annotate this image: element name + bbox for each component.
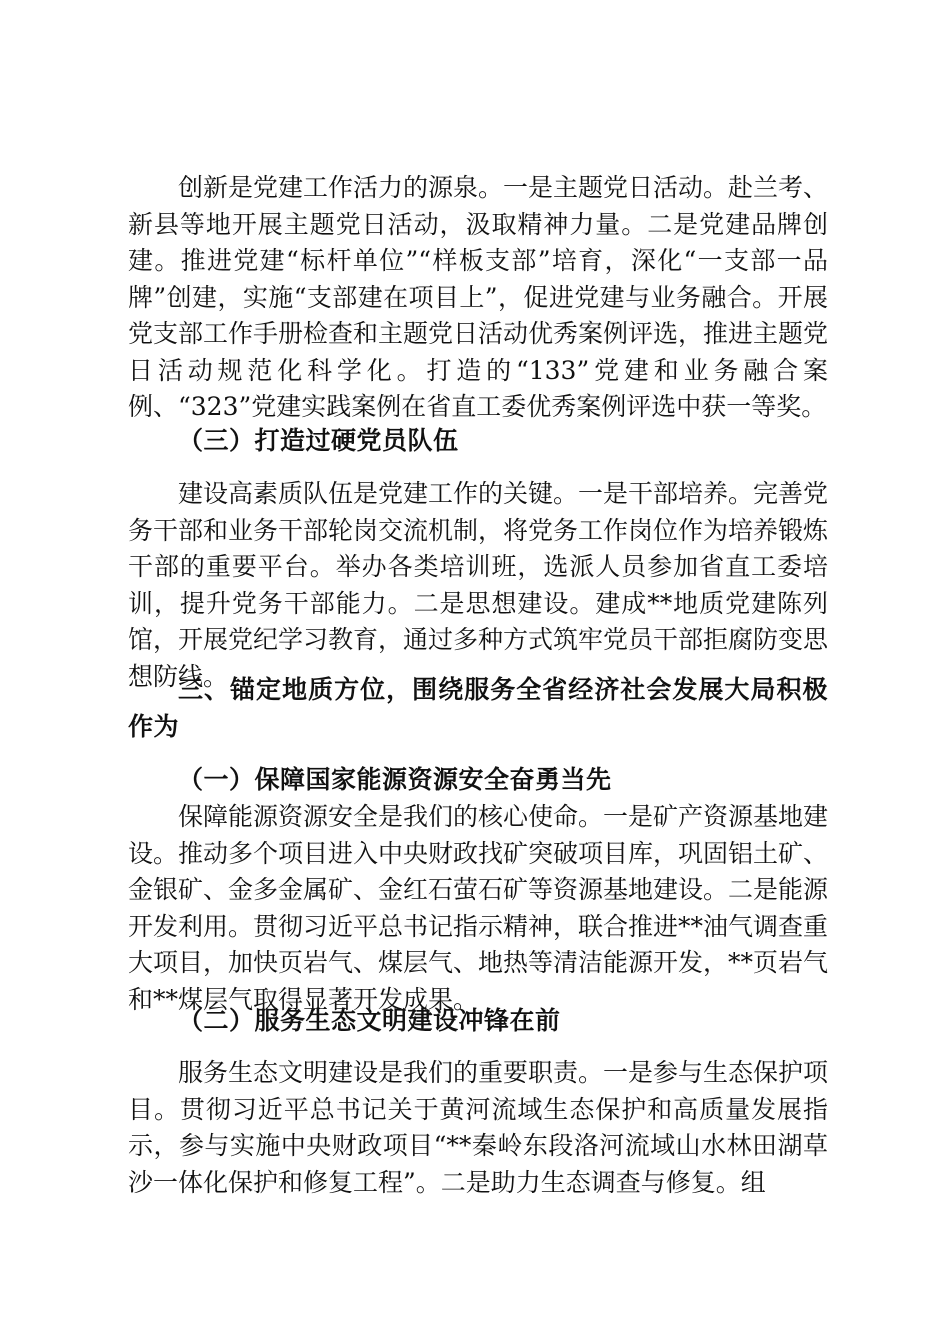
body-paragraph: 建设高素质队伍是党建工作的关键。一是干部培养。完善党务干部和业务干部轮岗交流机制，将党务工作岗位作为培养锻炼干部的重要平台。举办各类培训班，选派人员参加省直工委培训，提升党务干部能力。二是思想建设。建成**地质党建陈列馆，开展党纪学习教育，通过多种方式筑牢党员干部拒腐防变思想防线。: [128, 479, 829, 691]
body-paragraph: 保障能源资源安全是我们的核心使命。一是矿产资源基地建设。推动多个项目进入中央财政找矿突破项目库，巩固铝土矿、金银矿、金多金属矿、金红石萤石矿等资源基地建设。二是能源开发利用。贯彻习近平总书记指示精神，联合推进**油气调查重大项目，加快页岩气、煤层气、地热等清洁能源开发，**页岩气和**煤层气取得显著开发成果。: [128, 802, 829, 1014]
section-heading: （一）保障国家能源资源安全奋勇当先: [178, 765, 612, 794]
body-paragraph: 服务生态文明建设是我们的重要职责。一是参与生态保护项目。贯彻习近平总书记关于黄河流域生态保护和高质量发展指示，参与实施中央财政项目“**秦岭东段洛河流域山水林田湖草沙一体化保护和修复工程”。二是助力生态调查与修复。组: [128, 1058, 829, 1197]
section-heading: （三）打造过硬党员队伍: [178, 426, 459, 455]
section-heading: （二）服务生态文明建设冲锋在前: [178, 1006, 561, 1035]
chapter-heading: 三、锚定地质方位，围绕服务全省经济社会发展大局积极作为: [128, 675, 828, 741]
body-paragraph: 创新是党建工作活力的源泉。一是主题党日活动。赴兰考、新县等地开展主题党日活动，汲取精神力量。二是党建品牌创建。推进党建“标杆单位”“样板支部”培育，深化“一支部一品牌”创建，实施“支部建在项目上”，促进党建与业务融合。开展党支部工作手册检查和主题党日活动优秀案例评选，推进主题党日活动规范化科学化。打造的“133”党建和业务融合案例、“323”党建实践案例在省直工委优秀案例评选中获一等奖。: [128, 173, 829, 421]
